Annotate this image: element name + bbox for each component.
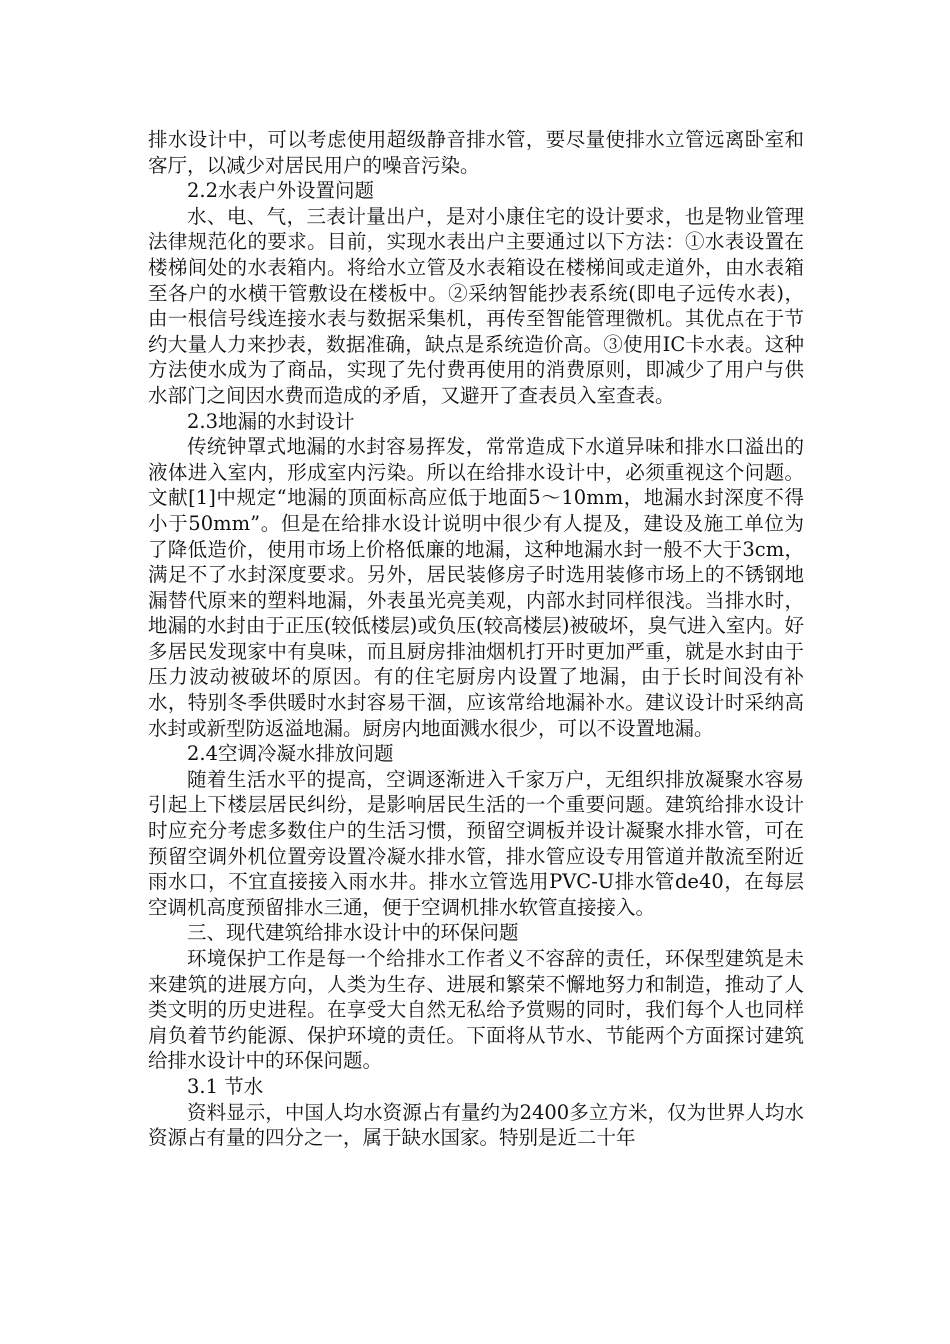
paragraph-environment: 环境保护工作是每一个给排水工作者义不容辞的责任，环保型建筑是未来建筑的进展方向，人类为生存、进展和繁荣不懈地努力和制造，推动了人类文明的历史进程。在享受大自然无私给予赏赐的同时，我们每个人也同样肩负着节约能源、保护环境的责任。下面将从节水、节能两个方面探讨建筑给排水设计中的环保问题。 xyxy=(148,947,804,1073)
section-heading-3-1: 3.1 节水 xyxy=(187,1074,264,1098)
paragraph-water-meter: 水、电、气，三表计量出户，是对小康住宅的设计要求，也是物业管理法律规范化的要求。目前，实现水表出户主要通过以下方法：①水表设置在楼梯间处的水表箱内。将给水立管及水表箱设在楼梯间或走道外，由水表箱至各户的水横干管敷设在楼板中。②采纳智能抄表系统(即电子远传水表)，由一根信号线连接水表与数据采集机，再传至智能管理微机。其优点在于节约大量人力来抄表，数据准确，缺点是系统造价高。③使用IC卡水表。这种方法使水成为了商品，实现了先付费再使用的消费原则，即减少了用户与供水部门之间因水费而造成的矛盾，又避开了查表员入室查表。 xyxy=(148,204,804,407)
paragraph-floor-drain: 传统钟罩式地漏的水封容易挥发，常常造成下水道异味和排水口溢出的液体进入室内，形成室内污染。所以在给排水设计中，必须重视这个问题。文献[1]中规定“地漏的顶面标高应低于地面5～10mm，地漏水封深度不得小于50mm”。但是在给排水设计说明中很少有人提及，建设及施工单位为了降低造价，使用市场上价格低廉的地漏，这种地漏水封一般不大于3cm，满足不了水封深度要求。另外，居民装修房子时选用装修市场上的不锈钢地漏替代原来的塑料地漏，外表虽光亮美观，内部水封同样很浅。当排水时，地漏的水封由于正压(较低楼层)或负压(较高楼层)被破坏，臭气进入室内。好多居民发现家中有臭味，而且厨房排油烟机打开时更加严重，就是水封由于压力波动被破坏的原因。有的住宅厨房内设置了地漏，由于长时间没有补水，特别冬季供暖时水封容易干涸，应该常给地漏补水。建议设计时采纳高水封或新型防返溢地漏。厨房内地面溅水很少，可以不设置地漏。 xyxy=(148,435,804,740)
document-body xyxy=(148,127,804,1151)
continued-paragraph: 排水设计中，可以考虑使用超级静音排水管，要尽量使排水立管远离卧室和客厅，以减少对居民用户的噪音污染。 xyxy=(148,128,804,177)
paragraph-condensate: 随着生活水平的提高，空调逐渐进入千家万户，无组织排放凝聚水容易引起上下楼层居民纠纷，是影响居民生活的一个重要问题。建筑给排水设计时应充分考虑多数住户的生活习惯，预留空调板并设计凝聚水排水管，可在预留空调外机位置旁设置冷凝水排水管，排水管应设专用管道并散流至附近雨水口，不宜直接接入雨水井。排水立管选用PVC-U排水管de40，在每层空调机高度预留排水三通，便于空调机排水软管直接接入。 xyxy=(148,767,804,919)
section-heading-3: 三、现代建筑给排水设计中的环保问题 xyxy=(187,921,519,945)
section-heading-2-2: 2.2水表户外设置问题 xyxy=(187,179,375,203)
section-heading-2-4: 2.4空调冷凝水排放问题 xyxy=(187,742,394,766)
paragraph-water-saving: 资料显示，中国人均水资源占有量约为2400多立方米，仅为世界人均水资源占有量的四分之一，属于缺水国家。特别是近二十年 xyxy=(148,1100,804,1150)
section-heading-2-3: 2.3地漏的水封设计 xyxy=(187,409,355,433)
